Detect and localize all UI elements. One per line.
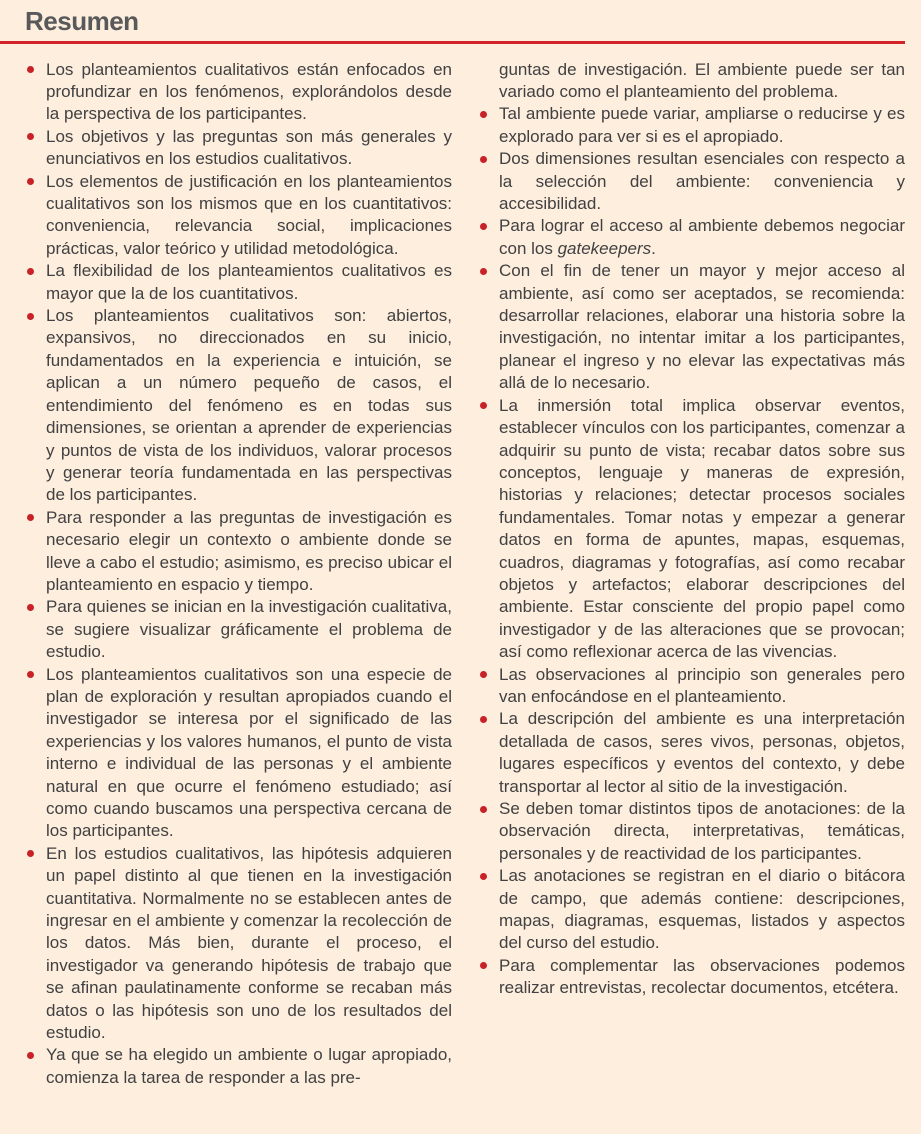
item-text: Los elementos de justificación en los planteamientos cualitativos son los mismos que en los cuantitativos: conveniencia, relevancia social, implicaciones prácticas, valor teórico y utilidad metodológica. xyxy=(46,171,452,258)
item-text: Los planteamientos cualitativos están enfocados en profundizar en los fenómenos, explorándolos desde la perspectiva de los participantes. xyxy=(46,59,452,124)
item-text: . xyxy=(651,238,656,258)
item-text: Para complementar las observaciones podemos realizar entrevistas, recolectar documentos, etcétera. xyxy=(499,955,905,998)
column-right xyxy=(478,59,905,1090)
list-item xyxy=(478,260,905,394)
item-text: Las observaciones al principio son generales pero van enfocándose en el planteamiento. xyxy=(499,664,905,706)
list-item xyxy=(25,59,452,126)
list-item xyxy=(478,955,905,1000)
item-text: La descripción del ambiente es una interpretación detallada de casos, seres vivos, personas, objetos, lugares específicos y eventos del contexto, y debe transportar al lector al sitio de la investigación. xyxy=(499,709,905,796)
list-item xyxy=(478,708,905,798)
list-item xyxy=(25,260,452,305)
item-text: Se deben tomar distintos tipos de anotaciones: de la observación directa, interpretativas, temáticas, personales y de reactividad de los participantes. xyxy=(499,799,905,863)
item-text: Para lograr el acceso al ambiente debemos negociar con los xyxy=(499,216,905,258)
list-item xyxy=(25,126,452,171)
item-text: Para responder a las preguntas de investigación es necesario elegir un contexto o ambiente donde se lleve a cabo el estudio; asimismo, es preciso ubicar el planteamiento en espacio y tiempo. xyxy=(46,507,452,594)
list-item xyxy=(478,103,905,148)
column-left xyxy=(25,59,452,1090)
list-item xyxy=(25,305,452,507)
item-text: Las anotaciones se registran en el diario o bitácora de campo, que además contiene: descripciones, mapas, diagramas, esquemas, listados y aspectos del curso del estudio. xyxy=(499,866,905,953)
list-item xyxy=(25,664,452,843)
item-text: Los objetivos y las preguntas son más generales y enunciativos en los estudios cualitativos. xyxy=(46,126,452,169)
list-item xyxy=(478,395,905,664)
list-item xyxy=(478,664,905,709)
item-text: Para quienes se inician en la investigación cualitativa, se sugiere visualizar gráficamente el problema de estudio. xyxy=(46,597,452,662)
list-item xyxy=(25,1044,452,1089)
list-item xyxy=(25,843,452,1045)
item-text: Dos dimensiones resultan esenciales con respecto a la selección del ambiente: conveniencia y accesibilidad. xyxy=(499,149,905,214)
item-text: Tal ambiente puede variar, ampliarse o reducirse y es explorado para ver si es el apropiado. xyxy=(499,104,905,146)
content-columns xyxy=(0,44,921,1090)
item-text: La inmersión total implica observar eventos, establecer vínculos con los participantes, comenzar a adquirir su punto de vista; recabar datos sobre sus conceptos, lenguaje y maneras de expresión, historias y relaciones; detectar procesos sociales fundamentales. Tomar notas y empezar a generar datos en forma de apuntes, mapas, esquemas, cuadros, diagramas y fotografías, así como recabar objetos y artefactos; elaborar descripciones del ambiente. Estar consciente del propio papel como investigador y de las alteraciones que se provocan; así como reflexionar acerca de las vivencias. xyxy=(499,395,905,662)
item-text: En los estudios cualitativos, las hipótesis adquieren un papel distinto al que tienen en la investigación cuantitativa. Normalmente no se establecen antes de ingresar en el ambiente y comenzar la recolección de los datos. Más bien, durante el proceso, el investigador va generando hipótesis de trabajo que se afinan paulatinamente conforme se recaban más datos o las hipótesis son uno de los resultados del estudio. xyxy=(46,843,452,1043)
page-title: Resumen xyxy=(25,6,139,36)
item-text: guntas de investigación. El ambiente puede ser tan variado como el planteamiento del problema. xyxy=(499,59,905,101)
list-item xyxy=(478,215,905,260)
list-item-continuation xyxy=(478,59,905,104)
italic-term: gatekeepers xyxy=(557,238,652,258)
list-item xyxy=(478,798,905,865)
item-text: La flexibilidad de los planteamientos cualitativos es mayor que la de los cuantitativos. xyxy=(46,261,452,303)
list-item xyxy=(25,171,452,261)
summary-header xyxy=(0,0,921,44)
item-text: Ya que se ha elegido un ambiente o lugar apropiado, comienza la tarea de responder a las pre- xyxy=(46,1045,452,1087)
list-item xyxy=(478,148,905,215)
item-text: Con el fin de tener un mayor y mejor acceso al ambiente, así como ser aceptados, se recomienda: desarrollar relaciones, elaborar una historia sobre la investigación, no intentar imitar a los participantes, planear el ingreso y no elevar las expectativas más allá de lo necesario. xyxy=(499,261,905,393)
list-item xyxy=(478,865,905,955)
item-text: Los planteamientos cualitativos son una especie de plan de exploración y resultan apropiados cuando el investigador se interesa por el significado de las experiencias y los valores humanos, el punto de vista interno e individual de las personas y el ambiente natural en que ocurre el fenómeno estudiado; así como cuando buscamos una perspectiva cercana de los participantes. xyxy=(46,664,452,841)
item-text: Los planteamientos cualitativos son: abiertos, expansivos, no direccionados en su inicio, fundamentados en la experiencia e intuición, se aplican a un número pequeño de casos, el entendimiento del fenómeno es en todas sus dimensiones, se orientan a aprender de experiencias y puntos de vista de los individuos, valorar procesos y generar teoría fundamentada en las perspectivas de los participantes. xyxy=(46,306,452,505)
list-item xyxy=(25,596,452,663)
list-item xyxy=(25,507,452,597)
